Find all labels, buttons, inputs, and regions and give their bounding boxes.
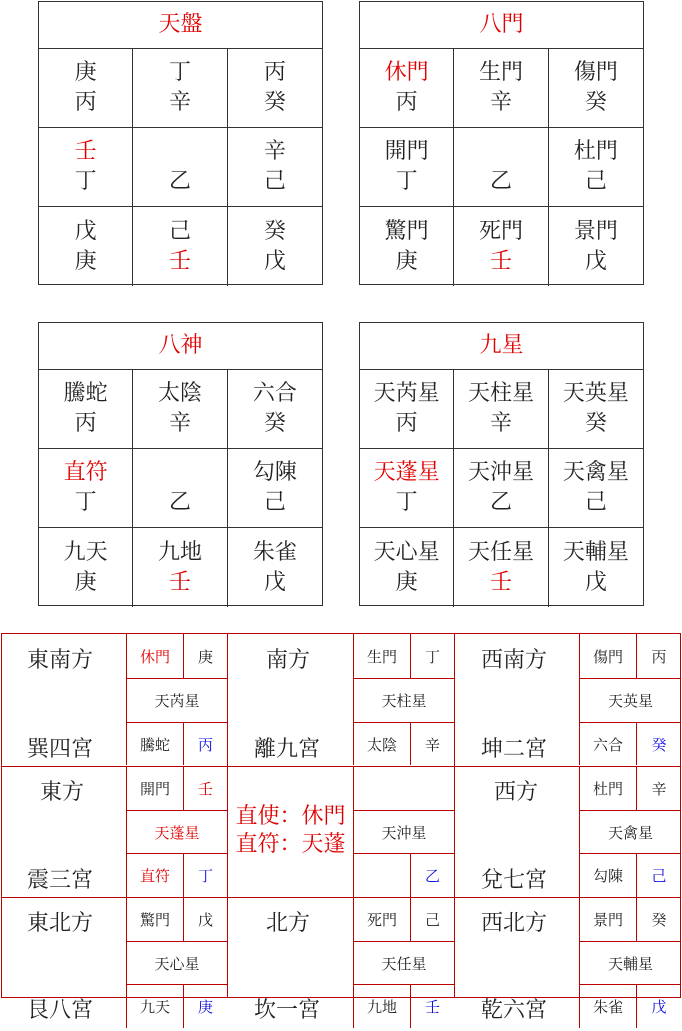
bamen-cell-top: 傷門: [573, 60, 618, 85]
bashen-cell-top: 太陰: [157, 381, 202, 406]
jiuxing-cell-top: 天禽星: [562, 460, 629, 485]
jiuxing-cell: [454, 449, 548, 528]
jiuxing-cell-top: 天柱星: [467, 381, 534, 406]
palace-se-direction: 東南方: [27, 648, 94, 673]
bamen-cell-top: 杜門: [573, 139, 618, 164]
palace-ne-stem-top: 戊: [197, 911, 213, 929]
jiuxing-cell-bottom: 壬: [489, 569, 512, 595]
bashen-cell-bottom: 戊: [263, 569, 286, 595]
bamen-cell-top: 死門: [478, 218, 523, 244]
palace-nw-name: 乾六宮: [481, 998, 548, 1023]
bamen-cell: [454, 49, 548, 128]
bashen-cell-bottom: 己: [263, 490, 286, 515]
palace-w-god: 勾陳: [592, 867, 623, 885]
bamen-cell: [360, 207, 454, 286]
palace-ne-god: 九天: [139, 998, 170, 1016]
palace-sw-stem-bottom: 癸: [651, 736, 667, 754]
palace-se-stem-top: 庚: [197, 648, 213, 666]
palace-w-star: 天禽星: [607, 824, 653, 842]
jiuxing-cell-top: 天輔星: [562, 539, 629, 565]
jiuxing-cell-top: 天英星: [562, 381, 629, 406]
palace-sw-direction: 西南方: [481, 648, 548, 673]
tianpan-cell: [133, 128, 227, 207]
palace-nw-stem-bottom: 戊: [651, 998, 667, 1016]
palace-e-star: 天蓬星: [154, 824, 200, 842]
tianpan-cell-top: 丁: [168, 60, 191, 85]
jiuxing-cell-bottom: 丁: [395, 490, 418, 515]
palace-s-stem-top: 丁: [424, 648, 440, 666]
bashen-cell-bottom: 辛: [168, 411, 191, 436]
tianpan-cell-bottom: 丁: [74, 169, 97, 194]
tianpan-cell-top: 丙: [263, 60, 286, 85]
bamen-cell: [454, 128, 548, 207]
palace-w-stem-top: 辛: [651, 780, 667, 798]
palace-sw-star: 天英星: [607, 692, 653, 710]
jiuxing-cell: [360, 449, 454, 528]
bashen-cell-bottom: 癸: [263, 411, 286, 436]
bashen-cell-top: 九天: [63, 539, 108, 565]
jiuxing-cell: [549, 370, 643, 449]
palace-col-divider: [454, 634, 455, 997]
palace-ne-name: 艮八宮: [27, 998, 94, 1023]
tianpan-cell-bottom: 丙: [74, 90, 97, 115]
bamen-cell-bottom: 辛: [489, 90, 512, 115]
bamen-cell: [454, 207, 548, 286]
bamen-cell-top: 驚門: [384, 218, 429, 244]
tianpan-title: 天盤: [39, 2, 322, 49]
bamen-cell-bottom: 戊: [584, 248, 607, 274]
tianpan-cell-bottom: 癸: [263, 90, 286, 115]
palace-sw-door: 傷門: [592, 648, 623, 666]
tianpan-cell: [39, 49, 133, 128]
tianpan-cell-bottom: 庚: [74, 248, 97, 274]
bashen-grid: [39, 370, 322, 607]
palace-n-god: 九地: [366, 998, 397, 1016]
palace-e-door: 開門: [139, 780, 170, 798]
bamen-cell-bottom: 丙: [395, 90, 418, 115]
bashen-cell: [228, 528, 322, 607]
bashen-cell-bottom: 乙: [168, 490, 191, 515]
bashen-cell: [39, 370, 133, 449]
bamen-cell: [549, 128, 643, 207]
bamen-cell-bottom: 癸: [584, 90, 607, 115]
palace-sw-stem-top: 丙: [651, 648, 667, 666]
bashen-cell: [133, 449, 227, 528]
palace-e-direction: 東方: [40, 780, 85, 805]
jiuxing-cell: [454, 528, 548, 607]
palace-w-stem-bottom: 己: [651, 867, 667, 885]
palace-s-door: 生門: [366, 648, 397, 666]
jiuxing-cell-top: 天芮星: [373, 381, 440, 406]
jiuxing-cell-bottom: 辛: [489, 411, 512, 436]
palace-n-name: 坎一宮: [254, 998, 321, 1023]
palace-center-star: 天沖星: [381, 824, 427, 842]
tianpan-cell-top: 己: [168, 218, 191, 244]
bashen-cell-top: 直符: [63, 460, 108, 485]
jiuxing-cell-bottom: 戊: [584, 569, 607, 595]
tianpan-cell: [39, 128, 133, 207]
jiuxing-cell-bottom: 乙: [489, 490, 512, 515]
bashen-cell-top: 六合: [252, 381, 297, 406]
palace-e-god: 直符: [139, 867, 170, 885]
jiuxing-cell: [549, 449, 643, 528]
palace-nw-star: 天輔星: [607, 955, 653, 973]
tianpan-cell: [228, 207, 322, 286]
bashen-cell: [228, 370, 322, 449]
tianpan-cell-bottom: 乙: [168, 169, 191, 194]
bamen-cell-bottom: 丁: [395, 169, 418, 194]
jiuxing-cell-bottom: 癸: [584, 411, 607, 436]
bashen-cell: [228, 449, 322, 528]
tianpan-grid: [39, 49, 322, 286]
jiuxing-cell-bottom: 丙: [395, 411, 418, 436]
palace-center-stem-bottom: 乙: [424, 867, 440, 885]
bashen-cell-top: 勾陳: [252, 460, 297, 485]
palace-sw-name: 坤二宮: [481, 737, 548, 762]
bamen-cell-top: 休門: [384, 60, 429, 85]
bashen-cell: [39, 449, 133, 528]
palace-se-name: 巽四宮: [27, 737, 94, 762]
palace-e-stem-top: 壬: [197, 780, 213, 798]
palace-se-door: 休門: [139, 648, 170, 666]
jiuxing-cell: [454, 370, 548, 449]
bamen-cell: [360, 49, 454, 128]
palace-center-zhishi: 直使：休門: [235, 804, 346, 829]
jiuxing-cell: [360, 370, 454, 449]
palace-se-star: 天芮星: [154, 692, 200, 710]
tianpan-cell: [133, 49, 227, 128]
jiuxing-cell-bottom: 己: [584, 490, 607, 515]
bashen-cell-top: 騰蛇: [63, 381, 108, 406]
palace-w-name: 兌七宮: [481, 868, 548, 893]
bashen-board: [38, 322, 323, 606]
palace-s-direction: 南方: [266, 648, 311, 673]
bamen-board: [359, 1, 644, 285]
tianpan-cell-top: 庚: [74, 60, 97, 85]
palace-ne-direction: 東北方: [27, 911, 94, 936]
bamen-cell-top: 景門: [573, 218, 618, 244]
palace-s-name: 離九宮: [254, 737, 321, 762]
palace-s-star: 天柱星: [381, 692, 427, 710]
palace-ne-star: 天心星: [154, 955, 200, 973]
palace-nw-stem-top: 癸: [651, 911, 667, 929]
palace-e-name: 震三宮: [27, 868, 94, 893]
tianpan-cell-bottom: 戊: [263, 248, 286, 274]
bashen-title: 八神: [39, 323, 322, 370]
jiuxing-title: 九星: [360, 323, 643, 370]
palace-se-god: 騰蛇: [139, 736, 170, 754]
bashen-cell: [133, 370, 227, 449]
bamen-cell-top: 生門: [478, 60, 523, 85]
palace-w-direction: 西方: [494, 780, 539, 805]
bamen-cell-bottom: 庚: [395, 248, 418, 274]
bamen-cell-bottom: 乙: [489, 169, 512, 194]
tianpan-cell-bottom: 壬: [168, 248, 191, 274]
tianpan-cell-top: 辛: [263, 139, 286, 164]
jiuxing-cell-top: 天任星: [467, 539, 534, 565]
tianpan-cell-top: 壬: [74, 139, 97, 164]
bashen-cell-bottom: 丙: [74, 411, 97, 436]
palace-e-stem-bottom: 丁: [197, 867, 213, 885]
tianpan-cell-top: 戊: [74, 218, 97, 244]
palace-s-stem-bottom: 辛: [424, 736, 440, 754]
jiuxing-board: [359, 322, 644, 606]
bamen-cell: [360, 128, 454, 207]
jiuxing-cell: [360, 528, 454, 607]
palace-sw-god: 六合: [592, 736, 623, 754]
palace-nw-god: 朱雀: [592, 998, 623, 1016]
tianpan-cell: [39, 207, 133, 286]
bashen-cell: [133, 528, 227, 607]
bamen-title: 八門: [360, 2, 643, 49]
jiuxing-cell-top: 天沖星: [467, 460, 534, 485]
palace-w-door: 杜門: [592, 780, 623, 798]
bashen-cell-bottom: 丁: [74, 490, 97, 515]
tianpan-board: [38, 1, 323, 285]
bamen-cell: [549, 207, 643, 286]
bashen-cell: [39, 528, 133, 607]
jiuxing-cell-bottom: 庚: [395, 569, 418, 595]
palace-nw-door: 景門: [592, 911, 623, 929]
jiuxing-cell-top: 天蓬星: [373, 460, 440, 485]
jiuxing-cell: [549, 528, 643, 607]
palace-ne-stem-bottom: 庚: [197, 998, 213, 1016]
tianpan-cell: [228, 49, 322, 128]
bashen-cell-bottom: 壬: [168, 569, 191, 595]
palace-n-direction: 北方: [266, 911, 311, 936]
bamen-cell-bottom: 己: [584, 169, 607, 194]
palace-s-god: 太陰: [366, 736, 397, 754]
bamen-cell-top: 開門: [384, 139, 429, 164]
bashen-cell-top: 朱雀: [252, 539, 297, 565]
palace-center-zhifu: 直符：天蓬: [235, 832, 346, 857]
tianpan-cell: [133, 207, 227, 286]
palace-ne-door: 驚門: [139, 911, 170, 929]
palace-n-stem-bottom: 壬: [424, 998, 440, 1016]
tianpan-cell-top: 癸: [263, 218, 286, 244]
palace-n-star: 天任星: [381, 955, 427, 973]
bashen-cell-bottom: 庚: [74, 569, 97, 595]
palace-n-door: 死門: [366, 911, 397, 929]
bamen-cell-bottom: 壬: [489, 248, 512, 274]
palace-nw-direction: 西北方: [481, 911, 548, 936]
bamen-cell: [549, 49, 643, 128]
tianpan-cell-bottom: 辛: [168, 90, 191, 115]
bashen-cell-top: 九地: [157, 539, 202, 565]
jiuxing-grid: [360, 370, 643, 607]
tianpan-cell-bottom: 己: [263, 169, 286, 194]
palace-se-stem-bottom: 丙: [197, 736, 213, 754]
bamen-grid: [360, 49, 643, 286]
palace-n-stem-top: 己: [424, 911, 440, 929]
tianpan-cell: [228, 128, 322, 207]
jiuxing-cell-top: 天心星: [373, 539, 440, 565]
